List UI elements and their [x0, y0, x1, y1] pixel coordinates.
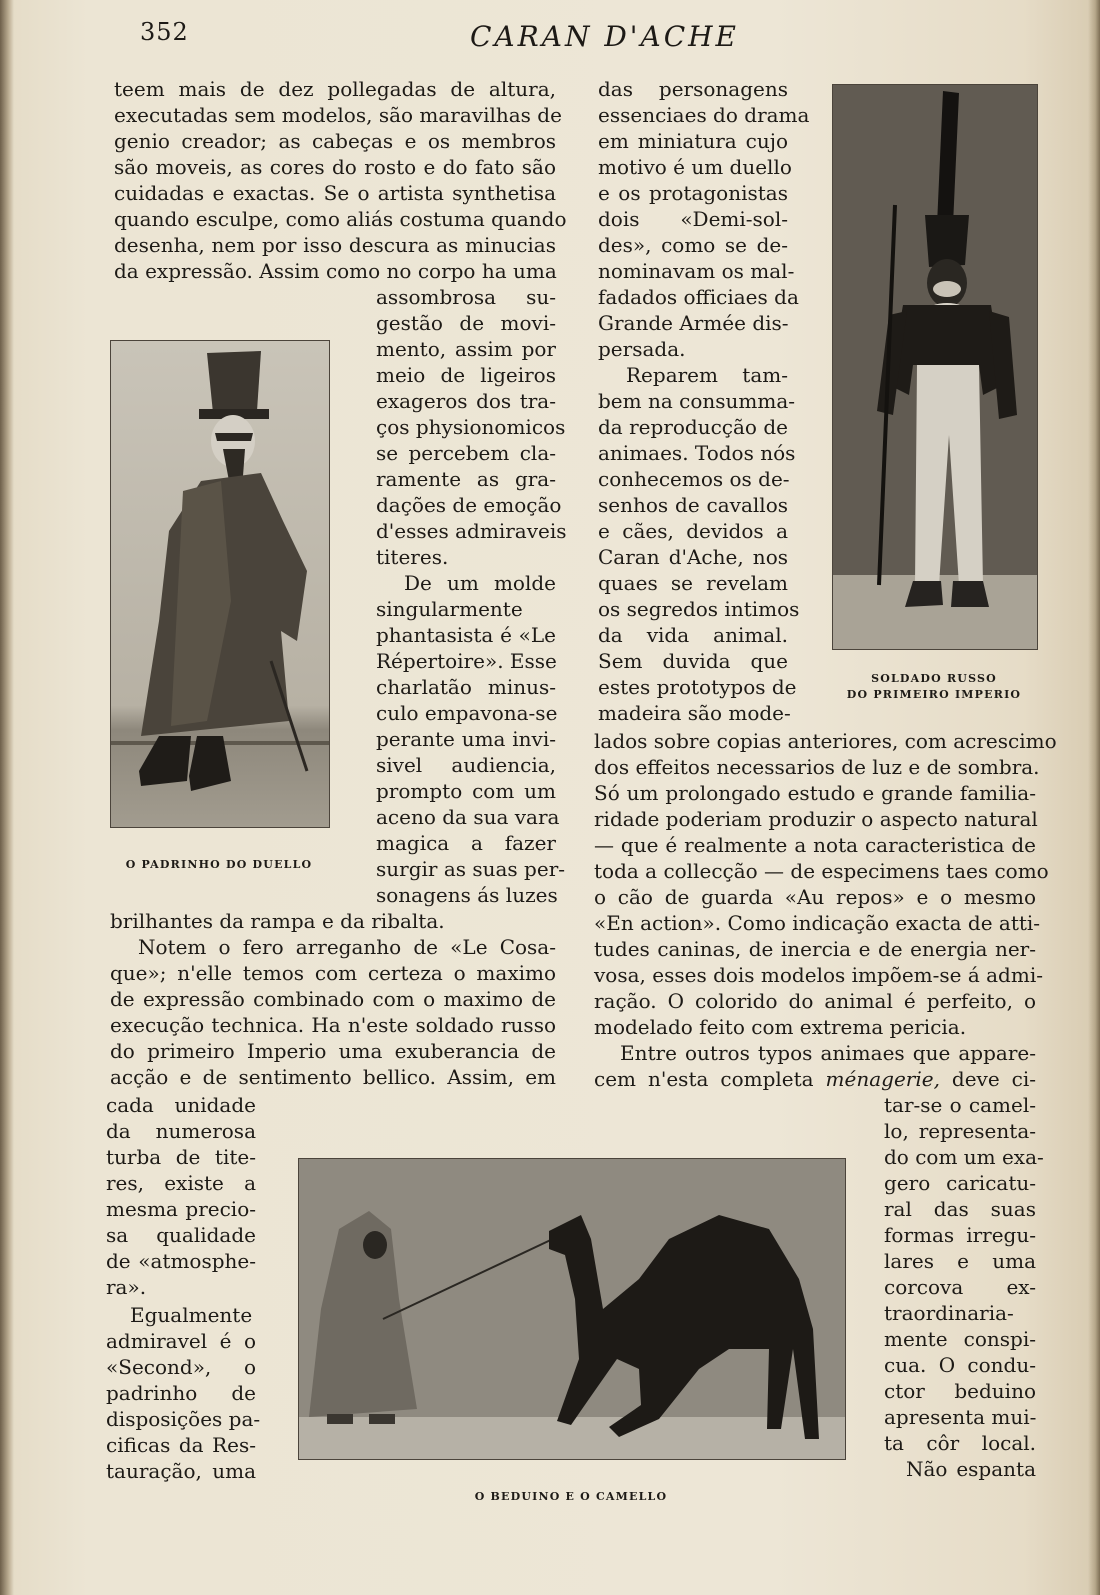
page-gutter-shadow [0, 0, 14, 1595]
text-line: fadados officiaes da [598, 285, 799, 309]
puppet-bedouin-camel-image [299, 1159, 845, 1459]
text-line: sivel audiencia, [376, 753, 556, 777]
text-line: d'esses admiraveis [376, 519, 567, 543]
text-line: lares e uma [884, 1249, 1036, 1273]
text-line: assombrosa su- [376, 285, 556, 309]
running-title: CARAN D'ACHE [470, 20, 739, 53]
text-line: Só um prolongado estudo e grande familia- [594, 781, 1036, 805]
text-line: Caran d'Ache, nos [598, 545, 788, 569]
text-line: acção e de sentimento bellico. Assim, em [110, 1065, 556, 1089]
text-line: tar-se o camel- [884, 1093, 1036, 1117]
text-line: Reparem tam- [626, 363, 788, 387]
text-line: admiravel é o [106, 1329, 256, 1353]
text-line-with-italic [594, 1066, 1036, 1092]
text-line: essenciaes do drama [598, 103, 810, 127]
text-line: gero caricatu- [884, 1171, 1036, 1195]
text-line: res, existe a [106, 1171, 256, 1195]
text-line: bem na consumma- [598, 389, 796, 413]
text-line: toda a collecção — de especimens taes como [594, 859, 1049, 883]
text-line: De um molde [404, 571, 556, 595]
text-line: cificas da Res- [106, 1433, 256, 1457]
text-line: disposições pa- [106, 1407, 261, 1431]
text-line: e os protagonistas [598, 181, 788, 205]
caption-soldado-russo-line2: DO PRIMEIRO IMPERIO [846, 688, 1022, 701]
text-line: ra». [106, 1275, 147, 1299]
text-line: que»; n'elle temos com certeza o maximo [110, 961, 556, 985]
text-line: surgir as suas per- [376, 857, 566, 881]
photo-padrinho-do-duello [110, 340, 330, 828]
text-line: sa qualidade [106, 1223, 256, 1247]
text-line: ral das suas [884, 1197, 1036, 1221]
text-line: ços physionomicos [376, 415, 566, 439]
caption-padrinho-do-duello: O PADRINHO DO DUELLO [125, 858, 313, 871]
text-line: genio creador; as cabeças e os membros [114, 129, 556, 153]
text-line: singularmente [376, 597, 523, 621]
text-fragment: deve ci- [939, 1067, 1037, 1091]
text-line: dações de emoção [376, 493, 562, 517]
text-line: sonagens ás luzes [376, 883, 558, 907]
page-edge-shadow [1088, 0, 1100, 1595]
caption-beduino-e-camello: O BEDUINO E O CAMELLO [474, 1490, 668, 1503]
text-line: persada. [598, 337, 686, 361]
text-line: — que é realmente a nota caracteristica de [594, 833, 1036, 857]
text-line: os segredos intimos [598, 597, 800, 621]
text-line: são moveis, as cores do rosto e do fato são [114, 155, 556, 179]
text-line: titeres. [376, 545, 449, 569]
text-line: tudes caninas, de inercia e de energia ner- [594, 937, 1036, 961]
text-line: Grande Armée dis- [598, 311, 789, 335]
text-line: madeira são mode- [598, 701, 791, 725]
text-fragment: cem n'esta completa [594, 1067, 826, 1091]
caption-soldado-russo-line1: SOLDADO RUSSO [871, 672, 997, 685]
text-line: da expressão. Assim como no corpo ha uma [114, 259, 557, 283]
text-line: brilhantes da rampa e da ribalta. [110, 909, 445, 933]
text-line: ração. O colorido do animal é perfeito, o [594, 989, 1036, 1013]
text-line: em miniatura cujo [598, 129, 788, 153]
text-line: mesma precio- [106, 1197, 256, 1221]
text-line: Entre outros typos animaes que appare- [620, 1041, 1036, 1065]
text-line: o cão de guarda «Au repos» e o mesmo [594, 885, 1036, 909]
text-line: tauração, uma [106, 1459, 256, 1483]
text-line: da reproducção de [598, 415, 788, 439]
text-line: corcova ex- [884, 1275, 1036, 1299]
text-line: ramente as gra- [376, 467, 556, 491]
text-line: magica a fazer [376, 831, 556, 855]
photo-soldado-russo [832, 84, 1038, 650]
text-line: lo, representa- [884, 1119, 1036, 1143]
text-line: se percebem cla- [376, 441, 556, 465]
text-line: culo empavona-se [376, 701, 558, 725]
text-line: dos effeitos necessarios de luz e de sombra. [594, 755, 1040, 779]
text-line: das personagens [598, 77, 788, 101]
text-line: ctor beduino [884, 1379, 1036, 1403]
text-line: dois «Demi-sol- [598, 207, 788, 231]
puppet-russian-soldier-image [833, 85, 1037, 649]
text-line: do com um exa- [884, 1145, 1044, 1169]
text-line: prompto com um [376, 779, 556, 803]
text-line: padrinho de [106, 1381, 256, 1405]
text-line: estes prototypos de [598, 675, 797, 699]
text-line: e cães, devidos a [598, 519, 788, 543]
text-line: lados sobre copias anteriores, com acrescimo [594, 729, 1057, 753]
text-line: Répertoire». Esse [376, 649, 557, 673]
text-line: gestão de movi- [376, 311, 556, 335]
text-line: cua. O condu- [884, 1353, 1036, 1377]
text-line: executadas sem modelos, são maravilhas de [114, 103, 562, 127]
text-line: traordinaria- [884, 1301, 1014, 1325]
text-line: vosa, esses dois modelos impõem-se á admi- [594, 963, 1043, 987]
text-line: desenha, nem por isso descura as minucias [114, 233, 556, 257]
text-line: Notem o fero arreganho de «Le Cosa- [138, 935, 556, 959]
text-line: conhecemos os de- [598, 467, 790, 491]
text-line: ridade poderiam produzir o aspecto natural [594, 807, 1038, 831]
text-line: modelado feito com extrema pericia. [594, 1015, 967, 1039]
text-line: de expressão combinado com o maximo de [110, 987, 556, 1011]
italic-term: ménagerie, [825, 1067, 940, 1091]
text-line: mento, assim por [376, 337, 556, 361]
text-line: mente conspi- [884, 1327, 1036, 1351]
puppet-top-hat-figure-image [111, 341, 329, 827]
text-line: Sem duvida que [598, 649, 788, 673]
text-line: meio de ligeiros [376, 363, 556, 387]
text-line: senhos de cavallos [598, 493, 788, 517]
text-line: apresenta mui- [884, 1405, 1037, 1429]
text-line: Egualmente [130, 1303, 253, 1327]
text-line: formas irregu- [884, 1223, 1036, 1247]
text-line: motivo é um duello [598, 155, 792, 179]
text-line: animaes. Todos nós [598, 441, 796, 465]
text-line: nominavam os mal- [598, 259, 795, 283]
text-line: cuidadas e exactas. Se o artista synthetisa [114, 181, 556, 205]
text-line: cada unidade [106, 1093, 256, 1117]
text-line: «En action». Como indicação exacta de atti- [594, 911, 1041, 935]
text-line: perante uma invi- [376, 727, 556, 751]
text-line: da vida animal. [598, 623, 788, 647]
text-line: quando esculpe, como aliás costuma quando [114, 207, 567, 231]
text-line: execução technica. Ha n'este soldado russo [110, 1013, 556, 1037]
text-line: da numerosa [106, 1119, 256, 1143]
text-line: do primeiro Imperio uma exuberancia de [110, 1039, 556, 1063]
text-line: charlatão minus- [376, 675, 556, 699]
text-line: quaes se revelam [598, 571, 788, 595]
text-line: exageros dos tra- [376, 389, 556, 413]
text-line: de «atmosphe- [106, 1249, 256, 1273]
text-line: turba de tite- [106, 1145, 256, 1169]
text-line: teem mais de dez pollegadas de altura, [114, 77, 556, 101]
text-line: des», como se de- [598, 233, 788, 257]
text-line: ta côr local. [884, 1431, 1036, 1455]
text-line: aceno da sua vara [376, 805, 560, 829]
photo-beduino-e-camello [298, 1158, 846, 1460]
text-line: Não espanta [906, 1457, 1036, 1481]
text-line: «Second», o [106, 1355, 256, 1379]
page-number: 352 [140, 18, 189, 46]
text-line: phantasista é «Le [376, 623, 556, 647]
